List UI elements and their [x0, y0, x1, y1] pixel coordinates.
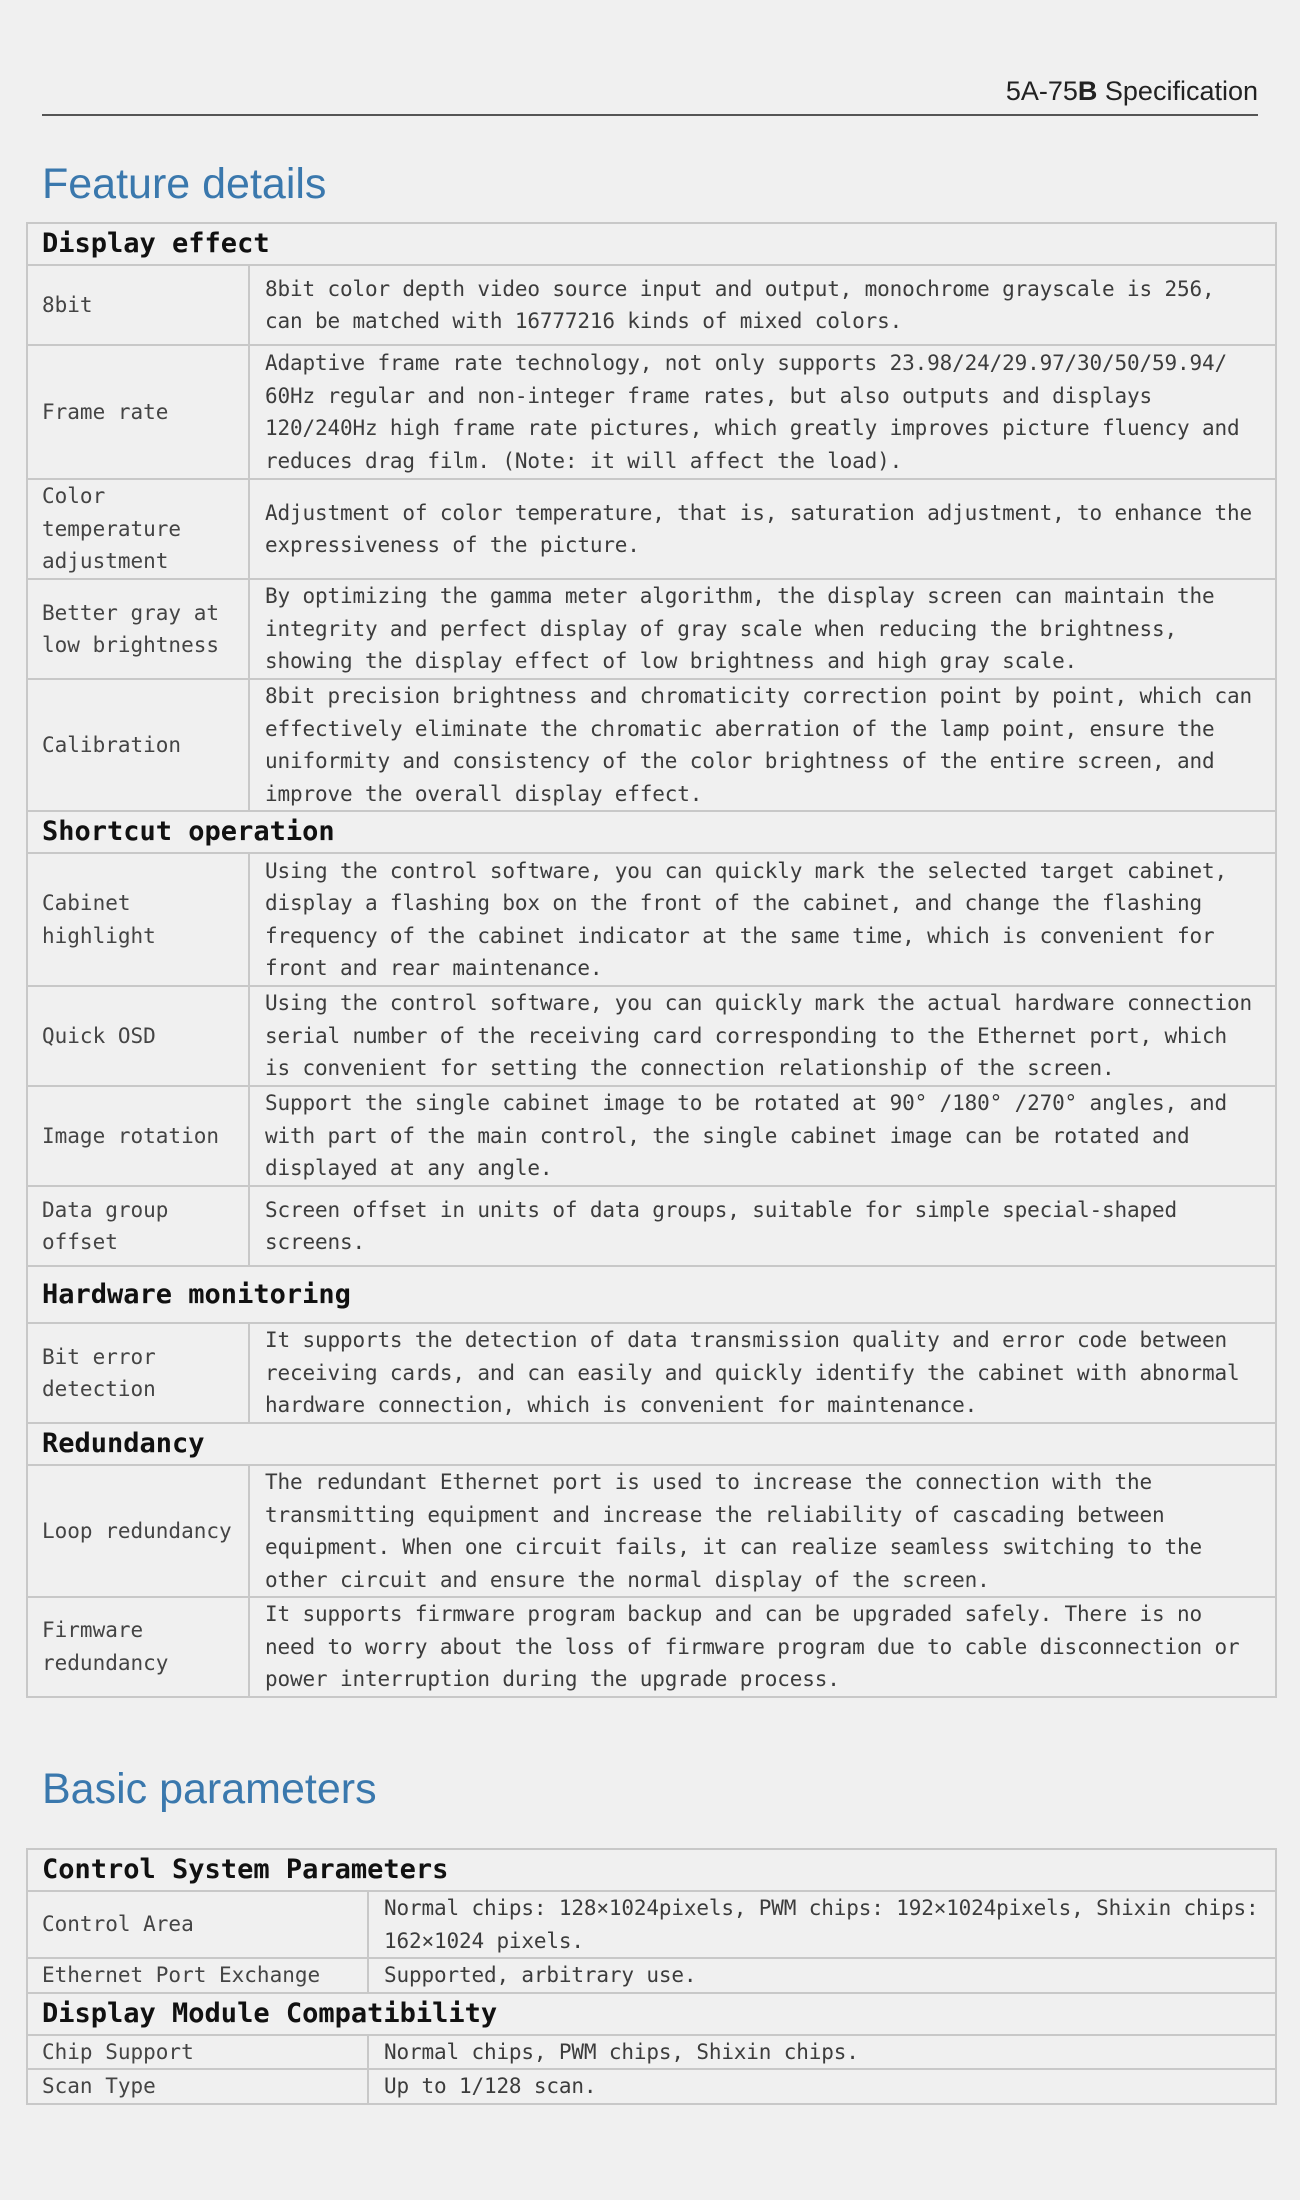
row-description: Using the control software, you can quickly mark the selected target cabinet, display a flashing box on the front of the cabinet, and change the flashing frequency of the cabinet indicator at the same time, which is convenient for front and rear maintenance.: [249, 853, 1276, 986]
table-row: [27, 1323, 1276, 1423]
row-label: Scan Type: [27, 2069, 368, 2104]
table-row: [27, 986, 1276, 1086]
table-row: [27, 2069, 1276, 2104]
row-label: Image rotation: [27, 1086, 249, 1186]
table-row: [27, 679, 1276, 811]
row-description: Normal chips, PWM chips, Shixin chips.: [368, 2035, 1276, 2070]
page-header: [42, 72, 1258, 116]
row-label: Cabinet highlight: [27, 853, 249, 986]
row-label: Better gray at low brightness: [27, 579, 249, 679]
table-row: [27, 1597, 1276, 1697]
category-row: [27, 1849, 1276, 1891]
table-row: [27, 1465, 1276, 1597]
row-label: Control Area: [27, 1891, 368, 1958]
row-label: Quick OSD: [27, 986, 249, 1086]
row-description: Screen offset in units of data groups, suitable for simple special-shaped screens.: [249, 1186, 1276, 1266]
category-display-module-compatibility: Display Module Compatibility: [27, 1993, 1276, 2035]
doc-title-bold: B: [1077, 76, 1098, 106]
table-row: [27, 579, 1276, 679]
row-label: 8bit: [27, 265, 249, 345]
table-row: [27, 1186, 1276, 1266]
section-heading-feature-details: Feature details: [42, 160, 327, 208]
row-label: Data group offset: [27, 1186, 249, 1266]
table-row: [27, 1086, 1276, 1186]
row-description: Up to 1/128 scan.: [368, 2069, 1276, 2104]
doc-title-prefix: 5A-75: [1005, 76, 1078, 106]
row-description: Adjustment of color temperature, that is, saturation adjustment, to enhance the expressiveness of the picture.: [249, 479, 1276, 579]
category-row: [27, 1423, 1276, 1465]
row-description: The redundant Ethernet port is used to increase the connection with the transmitting equipment and increase the reliability of cascading between equipment. When one circuit fails, it can realize seamless switching to the other circuit and ensure the normal display of the screen.: [249, 1465, 1276, 1597]
row-label: Firmware redundancy: [27, 1597, 249, 1697]
doc-title-suffix: Specification: [1097, 76, 1258, 106]
table-row: [27, 853, 1276, 986]
row-label: Bit error detection: [27, 1323, 249, 1423]
row-description: By optimizing the gamma meter algorithm, the display screen can maintain the integrity and perfect display of gray scale when reducing the brightness, showing the display effect of low brightness and high gray scale.: [249, 579, 1276, 679]
row-description: Supported, arbitrary use.: [368, 1958, 1276, 1993]
table-row: [27, 265, 1276, 345]
category-redundancy: Redundancy: [27, 1423, 1276, 1465]
table-row: [27, 1891, 1276, 1958]
table-row: [27, 345, 1276, 479]
row-description: Support the single cabinet image to be rotated at 90° /180° /270° angles, and with part of the main control, the single cabinet image can be rotated and displayed at any angle.: [249, 1086, 1276, 1186]
row-description: 8bit color depth video source input and output, monochrome grayscale is 256, can be matched with 16777216 kinds of mixed colors.: [249, 265, 1276, 345]
table-row: [27, 1958, 1276, 1993]
category-display-effect: Display effect: [27, 223, 1276, 265]
category-row: [27, 1266, 1276, 1323]
basic-parameters-table: [26, 1848, 1277, 2105]
section-heading-basic-parameters: Basic parameters: [42, 1765, 377, 1813]
category-row: [27, 811, 1276, 853]
row-label: Color temperature adjustment: [27, 479, 249, 579]
row-description: Adaptive frame rate technology, not only supports 23.98/24/29.97/30/50/59.94/ 60Hz regular and non-integer frame rates, but also outputs and displays 120/240Hz high frame rate pictures, which greatly improves picture fluency and reduces drag film. (Note: it will affect the load).: [249, 345, 1276, 479]
category-row: [27, 223, 1276, 265]
row-description: 8bit precision brightness and chromaticity correction point by point, which can effectively eliminate the chromatic aberration of the lamp point, ensure the uniformity and consistency of the color brightness of the entire screen, and improve the overall display effect.: [249, 679, 1276, 811]
category-shortcut-operation: Shortcut operation: [27, 811, 1276, 853]
feature-details-table: [26, 222, 1277, 1698]
table-row: [27, 479, 1276, 579]
category-hardware-monitoring: Hardware monitoring: [27, 1266, 1276, 1323]
row-label: Calibration: [27, 679, 249, 811]
row-description: It supports the detection of data transmission quality and error code between receiving cards, and can easily and quickly identify the cabinet with abnormal hardware connection, which is convenient for maintenance.: [249, 1323, 1276, 1423]
row-label: Chip Support: [27, 2035, 368, 2070]
category-row: [27, 1993, 1276, 2035]
row-label: Frame rate: [27, 345, 249, 479]
row-description: Using the control software, you can quickly mark the actual hardware connection serial number of the receiving card corresponding to the Ethernet port, which is convenient for setting the connection relationship of the screen.: [249, 986, 1276, 1086]
row-label: Loop redundancy: [27, 1465, 249, 1597]
row-description: Normal chips: 128×1024pixels, PWM chips: 192×1024pixels, Shixin chips: 162×1024 pixels.: [368, 1891, 1276, 1958]
document-title: [1006, 76, 1258, 107]
category-control-system-parameters: Control System Parameters: [27, 1849, 1276, 1891]
row-description: It supports firmware program backup and can be upgraded safely. There is no need to worry about the loss of firmware program due to cable disconnection or power interruption during the upgrade process.: [249, 1597, 1276, 1697]
row-label: Ethernet Port Exchange: [27, 1958, 368, 1993]
table-row: [27, 2035, 1276, 2070]
